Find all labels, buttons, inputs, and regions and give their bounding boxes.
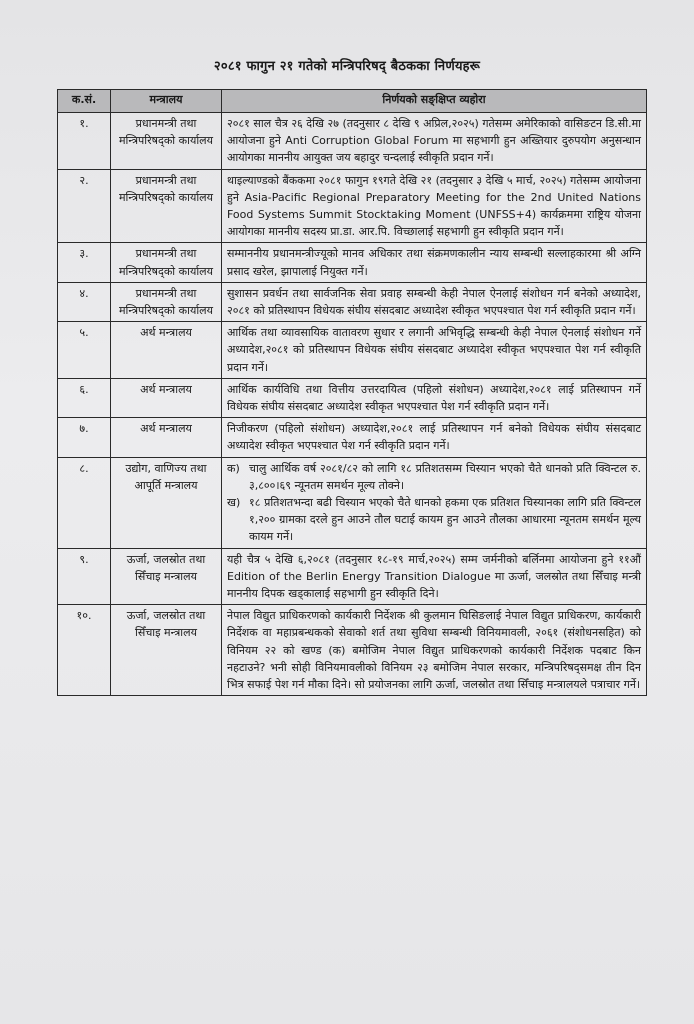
table-row — [58, 548, 647, 605]
table-row — [58, 457, 647, 548]
table-row — [58, 169, 647, 243]
row-ministry: प्रधानमन्त्री तथा मन्त्रिपरिषद्को कार्यालय — [111, 113, 222, 170]
table-row — [58, 605, 647, 696]
row-serial: १. — [58, 113, 111, 170]
row-decision — [222, 457, 647, 548]
row-serial: ८. — [58, 457, 111, 548]
row-ministry: उद्योग, वाणिज्य तथा आपूर्ति मन्त्रालय — [111, 457, 222, 548]
header-serial: क.सं. — [58, 90, 111, 113]
header-ministry: मन्त्रालय — [111, 90, 222, 113]
table-row — [58, 243, 647, 282]
row-decision: निजीकरण (पहिलो संशोधन) अध्यादेश,२०८१ लाई प्रतिस्थापन गर्न बनेको विधेयक संघीय संसदबाट अध्यादेश स्वीकृत भएपश्चात पेश गर्न स्वीकृति प्रदान गर्ने। — [222, 418, 647, 457]
decision-subitem — [227, 460, 641, 494]
row-serial: १०. — [58, 605, 111, 696]
row-ministry: प्रधानमन्त्री तथा मन्त्रिपरिषद्को कार्यालय — [111, 169, 222, 243]
subitem-marker: क) — [227, 461, 240, 475]
table-header-row — [58, 90, 647, 113]
row-decision: आर्थिक कार्यविधि तथा वित्तीय उत्तरदायित्व (पहिलो संशोधन) अध्यादेश,२०८१ लाई प्रतिस्थापन गर्ने विधेयक संघीय संसदबाट अध्यादेश स्वीकृत भएपश्चात पेश गर्न स्वीकृति प्रदान गर्ने। — [222, 378, 647, 417]
row-ministry: ऊर्जा, जलस्रोत तथा सिँचाइ मन्त्रालय — [111, 548, 222, 605]
row-serial: ३. — [58, 243, 111, 282]
row-decision: सम्माननीय प्रधानमन्त्रीज्यूको मानव अधिकार तथा संक्रमणकालीन न्याय सम्बन्धी सल्लाहकारमा श्री अग्नि प्रसाद खरेल, झापालाई नियुक्त गर्ने। — [222, 243, 647, 282]
row-serial: ६. — [58, 378, 111, 417]
subitem-text: चालु आर्थिक वर्ष २०८१/८२ को लागि १८ प्रतिशतसम्म चिस्यान भएको चैते धानको प्रति क्विन्टल रु. ३,८००।६९ न्यूनतम समर्थन मूल्य तोक्ने। — [249, 461, 641, 492]
subitem-text: १८ प्रतिशतभन्दा बढी चिस्यान भएको चैते धानको हकमा एक प्रतिशत चिस्यानका लागि प्रति क्विन्टल १,२०० ग्रामका दरले हुन आउने तौल घटाई कायम हुन आउने तौलका आधारमा न्यूनतम समर्थन मूल्य कायम गर्ने। — [249, 496, 641, 544]
table-row — [58, 322, 647, 379]
row-decision: यही चैत्र ५ देखि ६,२०८१ (तदनुसार १८-१९ मार्च,२०२५) सम्म जर्मनीको बर्लिनमा आयोजना हुने ११औं Edition of the Berlin Energy Transition Dialogue मा ऊर्जा, जलस्रोत तथा सिँचाइ मन्त्री माननीय दिपक खड्कालाई सहभागी हुन स्वीकृति दिने। — [222, 548, 647, 605]
row-decision: सुशासन प्रवर्धन तथा सार्वजनिक सेवा प्रवाह सम्बन्धी केही नेपाल ऐनलाई संशोधन गर्न बनेको अध्यादेश, २०८१ को प्रतिस्थापन विधेयक संघीय संसदबाट अध्यादेश स्वीकृत भएपश्चात पेश गर्न स्वीकृति प्रदान गर्ने। — [222, 282, 647, 321]
row-serial: ९. — [58, 548, 111, 605]
row-decision: थाइल्याण्डको बैंककमा २०८१ फागुन १९गते देखि २१ (तदनुसार ३ देखि ५ मार्च, २०२५) गतेसम्म आयोजना हुने Asia-Pacific Regional Preparatory Meeting for the 2nd United Nations Food Systems Summit Stocktaking Moment (UNFSS+4) कार्यक्रममा राष्ट्रिय योजना आयोगका माननीय सदस्य प्रा.डा. आर.पि. विच्छालाई सहभागी हुन स्वीकृति प्रदान गर्ने। — [222, 169, 647, 243]
row-decision: नेपाल विद्युत प्राधिकरणको कार्यकारी निर्देशक श्री कुलमान घिसिङलाई नेपाल विद्युत प्राधिकरण, कार्यकारी निर्देशक वा महाप्रबन्धकको सेवाको शर्त तथा सुविधा सम्बन्धी विनियमावली, २०६१ (संशोधनसहित) को विनियम २२ को खण्ड (क) बमोजिम नेपाल विद्युत प्राधिकरणको कार्यकारी निर्देशक पदबाट किन नहटाउने? भनी सोही विनियमावलीको विनियम २३ बमोजिम नेपाल सरकार, मन्त्रिपरिषद्समक्ष तीन दिन भित्र सफाई पेश गर्न मौका दिने। सो प्रयोजनका लागि ऊर्जा, जलस्रोत तथा सिँचाइ मन्त्रालयले पत्राचार गर्ने। — [222, 605, 647, 696]
row-serial: २. — [58, 169, 111, 243]
row-ministry: प्रधानमन्त्री तथा मन्त्रिपरिषद्को कार्यालय — [111, 243, 222, 282]
row-serial: ४. — [58, 282, 111, 321]
decisions-table — [57, 89, 647, 696]
row-serial: ५. — [58, 322, 111, 379]
header-decision: निर्णयको सङ्क्षिप्त व्यहोरा — [222, 90, 647, 113]
row-ministry: अर्थ मन्त्रालय — [111, 322, 222, 379]
table-row — [58, 418, 647, 457]
row-decision: २०८१ साल चैत्र २६ देखि २७ (तदनुसार ८ देखि ९ अप्रिल,२०२५) गतेसम्म अमेरिकाको वासिङटन डि.सी.मा आयोजना हुने Anti Corruption Global Forum मा सहभागी हुन अख्तियार दुरुपयोग अनुसन्धान आयोगका माननीय आयुक्त जय बहादुर चन्दलाई स्वीकृति प्रदान गर्ने। — [222, 113, 647, 170]
table-row — [58, 282, 647, 321]
decision-subitem — [227, 494, 641, 546]
subitem-marker: ख) — [227, 496, 241, 510]
page-title: २०८१ फागुन २१ गतेको मन्त्रिपरिषद् बैठकका निर्णयहरू — [213, 59, 481, 74]
table-row — [58, 113, 647, 170]
row-decision: आर्थिक तथा व्यावसायिक वातावरण सुधार र लगानी अभिवृद्धि सम्बन्धी केही नेपाल ऐनलाई संशोधन गर्ने अध्यादेश,२०८१ को प्रतिस्थापन विधेयक संघीय संसदबाट अध्यादेश स्वीकृत भएपश्चात पेश गर्न स्वीकृति प्रदान गर्ने। — [222, 322, 647, 379]
row-ministry: ऊर्जा, जलस्रोत तथा सिँचाइ मन्त्रालय — [111, 605, 222, 696]
table-row — [58, 378, 647, 417]
row-serial: ७. — [58, 418, 111, 457]
row-ministry: प्रधानमन्त्री तथा मन्त्रिपरिषद्को कार्यालय — [111, 282, 222, 321]
row-ministry: अर्थ मन्त्रालय — [111, 378, 222, 417]
row-ministry: अर्थ मन्त्रालय — [111, 418, 222, 457]
